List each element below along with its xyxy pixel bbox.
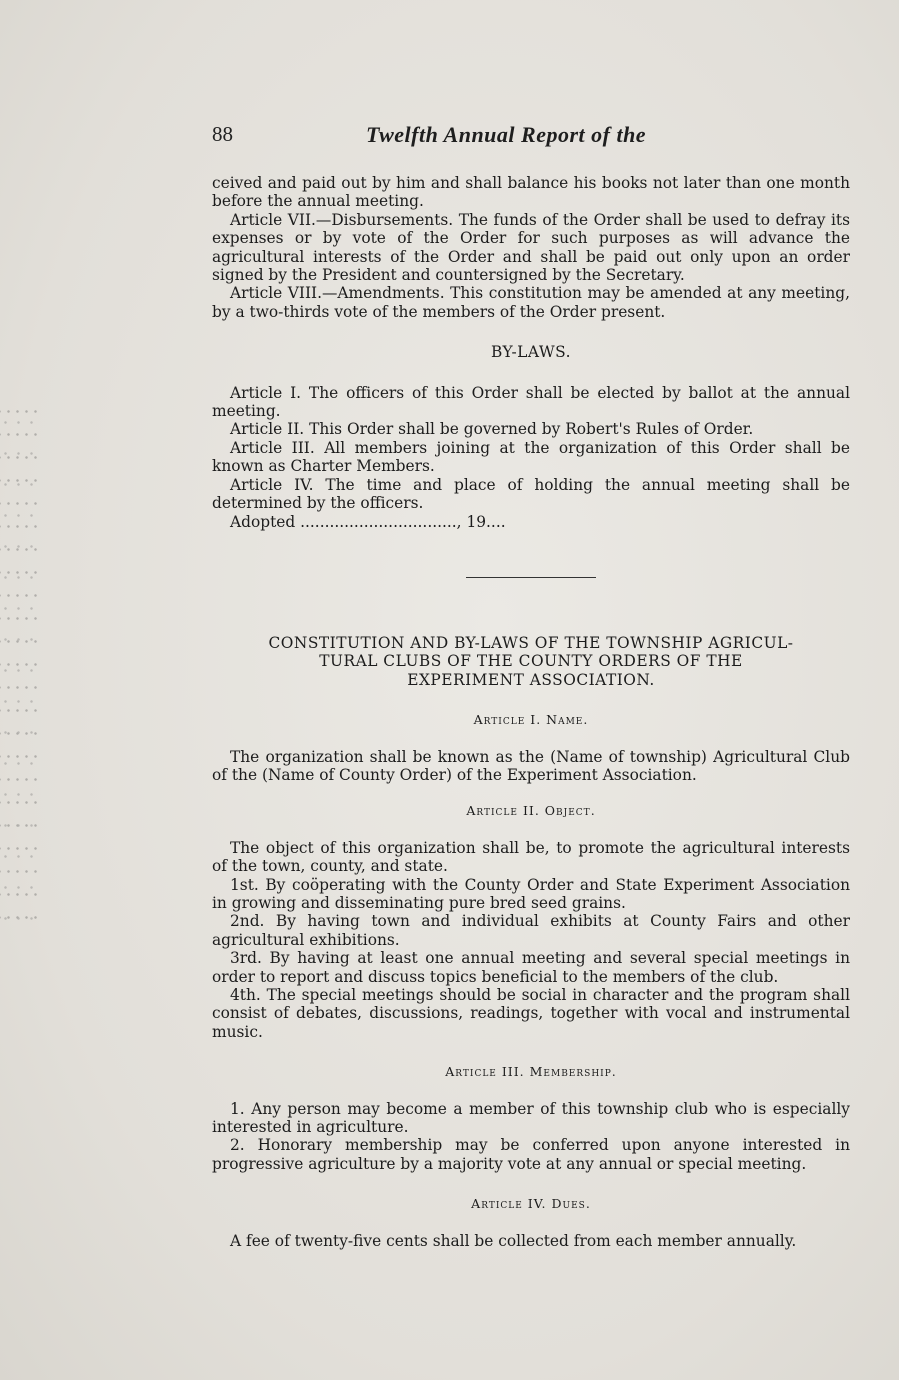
article-4-heading: Article IV. Dues.: [471, 1196, 591, 1212]
township-heading-line-1: CONSTITUTION AND BY-LAWS OF THE TOWNSHIP AGRICUL-: [268, 633, 794, 652]
article-3-item-2: 2. Honorary membership may be conferred upon anyone interested in progressive agriculture by a majority vote at any annual or special meeting.: [212, 1136, 850, 1173]
article-2-heading: Article II. Object.: [466, 803, 596, 819]
page-header: [212, 122, 852, 152]
article-4-text: A fee of twenty-five cents shall be collected from each member annually.: [230, 1231, 797, 1250]
running-title: Twelfth Annual Report of the: [366, 122, 647, 147]
bylaw-article-3: Article III. All members joining at the organization of this Order shall be known as Charter Members.: [212, 438, 850, 476]
adopted-line: Adopted ................................, 19....: [230, 512, 506, 531]
article-1-text: The organization shall be known as the (Name of township) Agricultural Club of the (Name of County Order) of the Experiment Association.: [212, 747, 850, 784]
bylaws-heading: BY-LAWS.: [490, 343, 572, 362]
township-heading-line-3: EXPERIMENT ASSOCIATION.: [407, 670, 655, 689]
article-viii-amendments: Article VIII.—Amendments. This constitution may be amended at any meeting, by a two-thirds vote of the members of the Order present.: [212, 284, 850, 321]
bylaw-article-2: Article II. This Order shall be governed by Robert's Rules of Order.: [230, 420, 754, 439]
township-heading-line-2: TURAL CLUBS OF THE COUNTY ORDERS OF THE: [319, 652, 743, 671]
constitution-paragraph: ceived and paid out by him and shall balance his books not later than one month before the annual meeting.: [212, 174, 850, 211]
article-3-item-1: 1. Any person may become a member of this township club who is especially interested in agriculture.: [212, 1099, 850, 1137]
page-number: 88: [212, 122, 233, 146]
article-2-item-4: 4th. The special meetings should be social in character and the program shall consist of debates, discussions, readings, together with vocal and instrumental music.: [212, 986, 850, 1041]
article-3-heading: Article III. Membership.: [445, 1064, 617, 1080]
article-2-item-2: 2nd. By having town and individual exhibits at County Fairs and other agricultural exhibitions.: [212, 912, 850, 949]
article-2-item-1: 1st. By coöperating with the County Order and State Experiment Association in growing and disseminating pure bred seed grains.: [212, 875, 850, 912]
article-1-heading: Article I. Name.: [473, 712, 589, 728]
binding-gutter-specks: [0, 400, 40, 920]
article-2-item-3: 3rd. By having at least one annual meeting and several special meetings in order to report and discuss topics beneficial to the members of the club.: [212, 949, 850, 986]
page-body: [212, 174, 850, 1250]
article-vii-disbursements: Article VII.—Disbursements. The funds of the Order shall be used to defray its expenses or by vote of the Order for such purposes as will advance the agricultural interests of the Order and shall be paid out only upon an order signed by the President and countersigned by the Secretary.: [212, 210, 850, 285]
article-2-intro: The object of this organization shall be, to promote the agricultural interests of the town, county, and state.: [212, 838, 850, 876]
bylaw-article-1: Article I. The officers of this Order shall be elected by ballot at the annual meeting.: [212, 383, 850, 421]
bylaw-article-4: Article IV. The time and place of holding the annual meeting shall be determined by the officers.: [212, 475, 850, 513]
